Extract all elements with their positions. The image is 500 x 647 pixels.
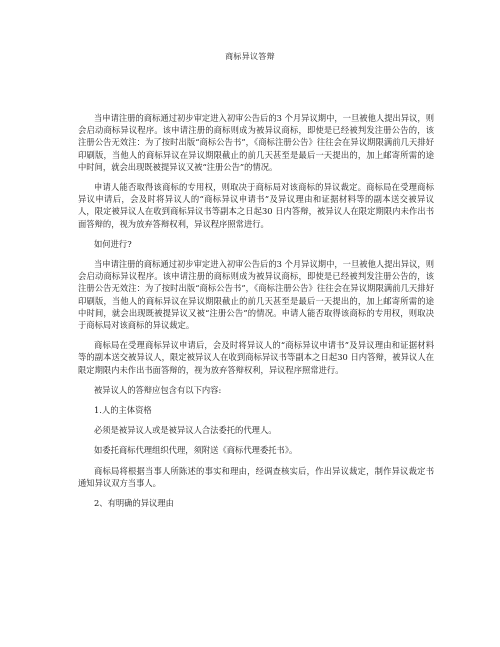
document-body — [78, 112, 434, 509]
paragraph-4: 当申请注册的商标通过初步审定进入初审公告后的3 个月异议期中，一旦被他人提出异议，则会启动商标异议程序。该申请注册的商标则成为被异议商标，即使是已经被判发注册公告的，该注册公告无效注：为了按时出版“商标公告书”，《商标注册公告》往往会在异议期限满前几天排好印刷版，当他人的商标异议在异议期限截止的前几天甚至是最后一天提出的，加上邮寄所需的途中时间，就会出现既被提异议又被“注册公告”的情况。申请人能否取得该商标的专用权，则取决于商标局对该商标的异议裁定。 — [78, 259, 434, 331]
paragraph-9: 如委托商标代理组织代理，须附送《商标代理委托书》。 — [94, 445, 298, 456]
paragraph-5: 商标局在受理商标异议申请后，会及时将异议人的“商标异议申请书”及异议理由和证据材料等的副本送交被异议人，限定被异议人在收到商标异议书等副本之日起30 日内答辩，被异议人在限定期限内未作出书面答辩的，视为放弃答辩权利，异议程序照常进行。 — [78, 340, 434, 375]
paragraph-1: 当申请注册的商标通过初步审定进入初审公告后的3 个月异议期中，一旦被他人提出异议，则会启动商标异议程序。该申请注册的商标则成为被异议商标，即使是已经被判发注册公告的，该注册公告无效注：为了按时出版“商标公告书”，《商标注册公告》往往会在异议期限满前几天排好印刷版，当他人的商标异议在异议期限截止的前几天甚至是最后一天提出的，加上邮寄所需的途中时间，就会出现既被提异议又被“注册公告”的情况。 — [78, 113, 434, 172]
paragraph-3: 如何进行? — [94, 238, 132, 249]
page-title: 商标异议答辩 — [225, 52, 275, 61]
paragraph-8: 必须是被异议人或是被异议人合法委托的代理人。 — [94, 425, 277, 436]
paragraph-2: 申请人能否取得该商标的专用权，则取决于商标局对该商标的异议裁定。商标局在受理商标异议申请后，会及时将异议人的“商标异议申请书”及异议理由和证据材料等的副本送交被异议人，限定被异议人在收到商标异议书等副本之日起30 日内答辩，被异议人在限定期限内未作出书面答辩的，视为放弃答辩权利，异议程序照常进行。 — [78, 182, 434, 229]
paragraph-7: 1.人的主体资格 — [94, 405, 152, 416]
paragraph-11: 2、有明确的异议理由 — [94, 498, 174, 509]
paragraph-10: 商标局将根据当事人所陈述的事实和理由，经调查核实后，作出异议裁定，制作异议裁定书通知异议双方当事人。 — [78, 465, 434, 488]
paragraph-6: 被异议人的答辩应包含有以下内容: — [94, 384, 222, 395]
